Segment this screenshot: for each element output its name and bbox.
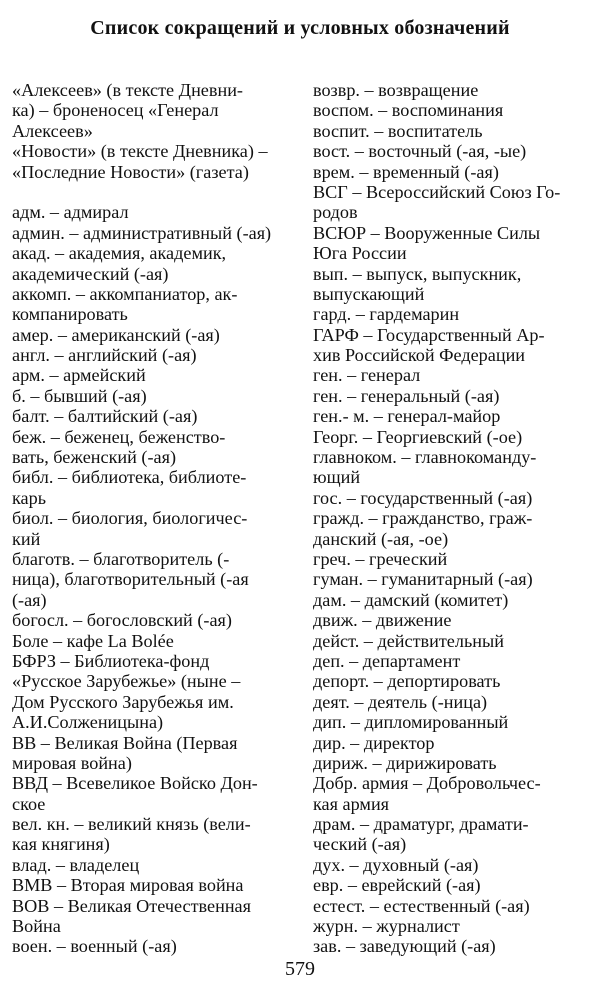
- entry-line: воспит. – воспитатель: [313, 120, 483, 141]
- entry-line: дип. – дипломированный: [313, 712, 509, 733]
- entry-line: зав. – заведующий (-ая): [313, 936, 496, 957]
- entry-line: балт. – балтийский (-ая): [12, 406, 198, 427]
- entry-line: Алексеев»: [12, 120, 93, 141]
- entry-line: А.И.Солженицына): [12, 712, 164, 733]
- entry-line: библ. – библиотека, библиоте-: [12, 467, 247, 488]
- entry-line: депорт. – депортировать: [313, 671, 501, 692]
- entry-line: ческий (-ая): [313, 834, 407, 855]
- entry-line: богосл. – богословский (-ая): [12, 610, 232, 631]
- entry-line: вып. – выпуск, выпускник,: [313, 263, 522, 284]
- entry-line: кая княгиня): [12, 834, 110, 855]
- entry-line: англ. – английский (-ая): [12, 345, 197, 366]
- entry-line: ГАРФ – Государственный Ар-: [313, 324, 545, 345]
- entry-line: «Последние Новости» (газета): [12, 161, 249, 182]
- entry-line: воспом. – воспоминания: [313, 100, 504, 121]
- entry-line: ген.- м. – генерал-майор: [313, 406, 501, 427]
- entry-line: ВВ – Великая Война (Первая: [12, 732, 238, 753]
- entry-line: ВСГ – Всероссийский Союз Го-: [313, 181, 561, 202]
- entry-line: академический (-ая): [12, 263, 169, 284]
- entry-line: биол. – биология, биологичес-: [12, 508, 248, 529]
- entry-line: ВМВ – Вторая мировая война: [12, 875, 244, 896]
- entry-line: дириж. – дирижировать: [313, 752, 497, 773]
- entry-line: Дом Русского Зарубежья им.: [12, 691, 234, 712]
- entry-line: Добр. армия – Добровольчес-: [313, 773, 541, 794]
- entry-line: ген. – генеральный (-ая): [313, 385, 500, 406]
- entry-line: ка) – броненосец «Генерал: [12, 100, 219, 121]
- entry-line: аккомп. – аккомпаниатор, ак-: [12, 283, 238, 304]
- entry-line: драм. – драматург, драмати-: [313, 814, 529, 835]
- entry-line: ген. – генерал: [313, 365, 421, 386]
- entry-line: ющий: [313, 467, 361, 488]
- entry-line: выпускающий: [313, 283, 425, 304]
- left-column: [12, 80, 295, 957]
- entry-line: главноком. – главнокоманду-: [313, 447, 537, 468]
- entry-line: деп. – департамент: [313, 650, 461, 671]
- entry-line: Георг. – Георгиевский (-ое): [313, 426, 523, 447]
- entry-line: гос. – государственный (-ая): [313, 487, 533, 508]
- entry-line: (-ая): [12, 589, 47, 610]
- page-number: 579: [285, 958, 315, 980]
- entry-line: благотв. – благотворитель (-: [12, 548, 230, 569]
- entry-line: дир. – директор: [313, 732, 435, 753]
- entry-line: «Русское Зарубежье» (ныне –: [12, 671, 241, 692]
- entry-line: акад. – академия, академик,: [12, 243, 227, 264]
- entry-line: карь: [12, 487, 47, 508]
- entry-line: дам. – дамский (комитет): [313, 589, 509, 610]
- entry-line: Юга России: [313, 243, 407, 264]
- entry-line: дух. – духовный (-ая): [313, 854, 479, 875]
- entry-line: компанировать: [12, 304, 128, 325]
- blank-line: [12, 182, 295, 202]
- entry-line: ница), благотворительный (-ая: [12, 569, 249, 590]
- entry-line: «Алексеев» (в тексте Дневни-: [12, 80, 243, 100]
- entry-line: ское: [12, 793, 46, 814]
- entry-line: амер. – американский (-ая): [12, 324, 220, 345]
- entry-line: возвр. – возвращение: [313, 80, 479, 100]
- entry-line: кий: [12, 528, 41, 549]
- entry-line: гард. – гардемарин: [313, 304, 460, 325]
- entry-line: вел. кн. – великий князь (вели-: [12, 814, 251, 835]
- right-column: [313, 80, 591, 957]
- entry-line: деят. – деятель (-ница): [313, 691, 488, 712]
- entry-line: воен. – военный (-ая): [12, 936, 177, 957]
- entry-line: евр. – еврейский (-ая): [313, 875, 481, 896]
- entry-line: беж. – беженец, беженство-: [12, 426, 226, 447]
- entry-line: греч. – греческий: [313, 548, 448, 569]
- entry-line: ВОВ – Великая Отечественная: [12, 895, 251, 916]
- page-title: Список сокращений и условных обозначений: [90, 17, 510, 39]
- entry-line: естест. – естественный (-ая): [313, 895, 530, 916]
- entry-line: адм. – адмирал: [12, 202, 129, 223]
- entry-line: движ. – движение: [313, 610, 452, 631]
- entry-line: данский (-ая, -ое): [313, 528, 449, 549]
- entry-line: родов: [313, 202, 358, 223]
- entry-line: гражд. – гражданство, граж-: [313, 508, 533, 529]
- entry-line: б. – бывший (-ая): [12, 385, 147, 406]
- entry-line: Боле – кафе La Bolée: [12, 630, 174, 651]
- entry-line: ВСЮР – Вооруженные Силы: [313, 222, 541, 243]
- entry-line: хив Российской Федерации: [313, 345, 526, 366]
- entry-line: гуман. – гуманитарный (-ая): [313, 569, 533, 590]
- entry-line: Война: [12, 916, 61, 937]
- entry-line: админ. – административный (-ая): [12, 222, 272, 243]
- entry-line: врем. – временный (-ая): [313, 161, 499, 182]
- entry-line: «Новости» (в тексте Дневника) –: [12, 141, 268, 162]
- entry-line: вост. – восточный (-ая, -ые): [313, 141, 527, 162]
- entry-line: мировая война): [12, 752, 132, 773]
- entry-line: влад. – владелец: [12, 854, 140, 875]
- entry-line: ВВД – Всевеликое Войско Дон-: [12, 773, 258, 794]
- entry-line: арм. – армейский: [12, 365, 146, 386]
- entry-line: вать, беженский (-ая): [12, 447, 177, 468]
- entry-line: БФРЗ – Библиотека-фонд: [12, 650, 210, 671]
- entry-line: дейст. – действительный: [313, 630, 504, 651]
- entry-line: кая армия: [313, 793, 390, 814]
- entry-line: журн. – журналист: [313, 916, 460, 937]
